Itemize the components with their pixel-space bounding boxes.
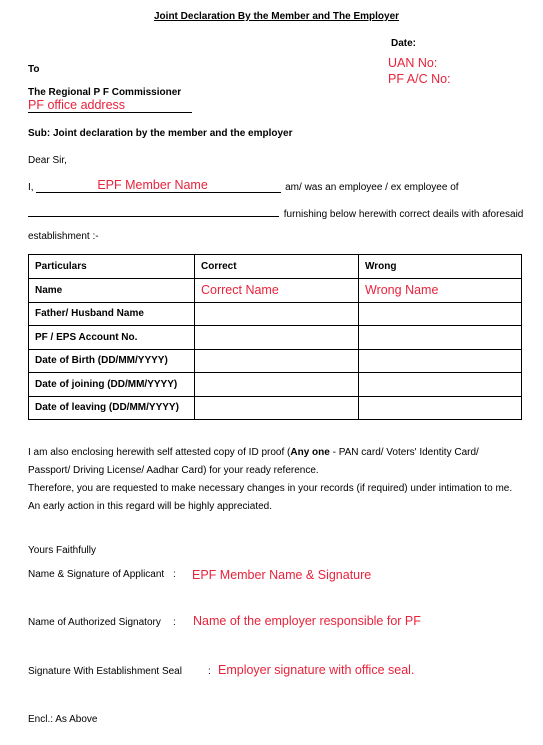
row-label: Date of leaving (DD/MM/YYYY)	[29, 396, 195, 420]
subject-line: Sub: Joint declaration by the member and the employer	[28, 128, 293, 139]
correct-cell[interactable]	[195, 373, 359, 397]
wrong-cell[interactable]	[359, 349, 522, 373]
authorized-signatory-colon: :	[173, 617, 176, 628]
establishment-seal-colon: :	[208, 666, 211, 677]
header-particulars: Particulars	[29, 255, 195, 279]
applicant-signature-colon: :	[173, 569, 176, 580]
enclosure-note: Encl.: As Above	[28, 714, 98, 725]
table-row	[29, 326, 522, 350]
authorized-signatory-value[interactable]: Name of the employer responsible for PF	[193, 614, 421, 628]
document-title: Joint Declaration By the Member and The Employer	[154, 11, 400, 22]
wrong-cell[interactable]	[359, 326, 522, 350]
p1-part-a: I am also enclosing herewith self attested copy of ID proof (	[28, 447, 291, 458]
member-name-field[interactable]	[36, 178, 281, 193]
pf-office-placeholder: PF office address	[28, 98, 192, 113]
header-correct: Correct	[195, 255, 359, 279]
correct-cell[interactable]	[195, 396, 359, 420]
wrong-cell[interactable]	[359, 279, 522, 303]
applicant-signature-value[interactable]: EPF Member Name & Signature	[192, 568, 372, 582]
correct-cell[interactable]	[195, 326, 359, 350]
establishment-seal-label: Signature With Establishment Seal	[28, 666, 182, 677]
wrong-cell[interactable]	[359, 302, 522, 326]
request-paragraph: Therefore, you are requested to make necessary changes in your records (if required) under intimation to me.	[28, 483, 513, 494]
p1-bold: Any one	[290, 447, 330, 458]
declaration-line-2	[28, 206, 523, 220]
correct-value: Correct Name	[201, 283, 279, 298]
row-label: Date of Birth (DD/MM/YYYY)	[29, 349, 195, 373]
details-table	[28, 254, 522, 420]
table-row	[29, 373, 522, 397]
row-label: Father/ Husband Name	[29, 302, 195, 326]
table-row	[29, 279, 522, 303]
table-row	[29, 302, 522, 326]
to-label: To	[28, 64, 40, 75]
establishment-seal-value[interactable]: Employer signature with office seal.	[218, 663, 415, 677]
uan-label: UAN No:	[388, 56, 438, 70]
correct-cell[interactable]	[195, 279, 359, 303]
row-label: Date of joining (DD/MM/YYYY)	[29, 373, 195, 397]
table-row	[29, 396, 522, 420]
row-label: Name	[29, 279, 195, 303]
declaration-line-1	[28, 179, 459, 195]
employer-name-field[interactable]	[28, 206, 279, 217]
p1-part-b: - PAN card/ Voters' Identity Card/ Passport/ Driving License/ Aadhar Card) for your ready reference.	[28, 447, 479, 476]
authorized-signatory-label: Name of Authorized Signatory	[28, 617, 161, 628]
line2-suffix: furnishing below herewith correct deails with aforesaid	[283, 209, 524, 220]
table-header-row	[29, 255, 522, 279]
wrong-cell[interactable]	[359, 373, 522, 397]
salutation: Dear Sir,	[28, 155, 67, 166]
line1-prefix: I,	[28, 182, 34, 193]
date-label: Date:	[391, 38, 417, 49]
id-proof-paragraph	[28, 444, 523, 480]
correct-cell[interactable]	[195, 302, 359, 326]
table-row	[29, 349, 522, 373]
closing: Yours Faithfully	[28, 545, 96, 556]
line1-suffix: am/ was an employee / ex employee of	[285, 182, 459, 193]
header-wrong: Wrong	[359, 255, 522, 279]
wrong-value: Wrong Name	[365, 283, 439, 298]
applicant-signature-label: Name & Signature of Applicant	[28, 569, 165, 580]
appreciation-paragraph: An early action in this regard will be highly appreciated.	[28, 501, 273, 512]
addressee: The Regional P F Commissioner	[28, 87, 182, 98]
row-label: PF / EPS Account No.	[29, 326, 195, 350]
wrong-cell[interactable]	[359, 396, 522, 420]
member-name-placeholder: EPF Member Name	[97, 178, 208, 192]
pf-office-field[interactable]	[28, 98, 192, 112]
correct-cell[interactable]	[195, 349, 359, 373]
declaration-line-3: establishment :-	[28, 231, 99, 242]
pf-account-label: PF A/C No:	[388, 72, 451, 86]
